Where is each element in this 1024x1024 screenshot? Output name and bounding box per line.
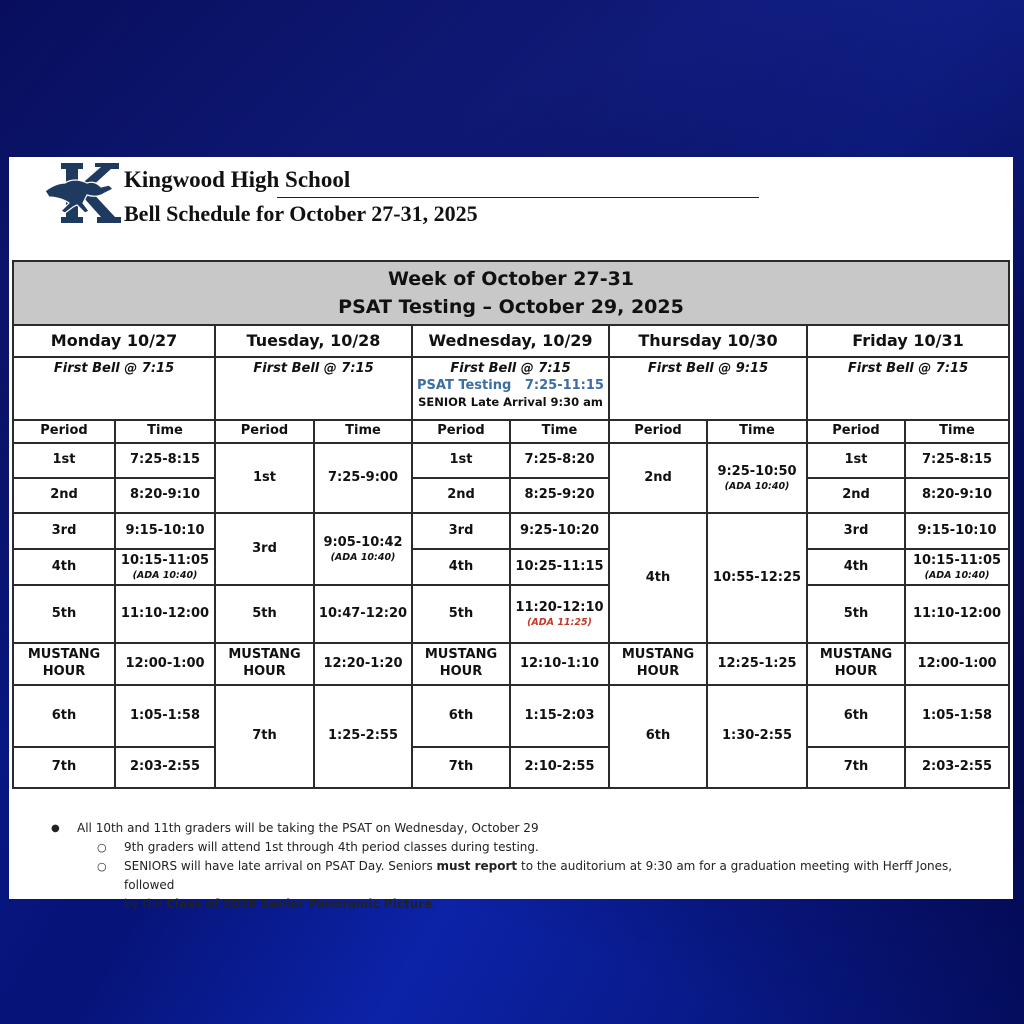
list-item-continued bbox=[49, 895, 999, 914]
first-bell-text: First Bell @ 7:15 bbox=[253, 361, 374, 376]
note-seniors-a: SENIORS will have late arrival on PSAT Day. Seniors bbox=[124, 859, 437, 873]
thursday-period: 6th bbox=[609, 685, 707, 788]
hour-label: HOUR bbox=[243, 664, 286, 679]
note-freshmen: 9th graders will attend 1st through 4th period classes during testing. bbox=[124, 840, 539, 854]
first-bell-text: First Bell @ 7:15 bbox=[450, 361, 571, 376]
monday-time: 2:03-2:55 bbox=[115, 747, 215, 788]
day-header-tuesday: Tuesday, 10/28 bbox=[215, 325, 412, 357]
note-main: All 10th and 11th graders will be taking the PSAT on Wednesday, October 29 bbox=[77, 821, 539, 835]
ada-note: (ADA 10:40) bbox=[724, 480, 790, 492]
hour-label: HOUR bbox=[834, 664, 878, 679]
first-bell-friday bbox=[807, 357, 1009, 420]
time-header: Time bbox=[314, 420, 412, 443]
monday-period: 7th bbox=[13, 747, 115, 788]
wednesday-time: 2:10-2:55 bbox=[510, 747, 609, 788]
friday-period: 7th bbox=[807, 747, 905, 788]
hour-label: HOUR bbox=[439, 664, 483, 679]
first-bell-thursday bbox=[609, 357, 807, 420]
tuesday-time: 10:47-12:20 bbox=[314, 585, 412, 643]
table-row bbox=[13, 443, 1009, 478]
tuesday-time bbox=[314, 513, 412, 585]
mustang-hour-row bbox=[13, 643, 1009, 685]
friday-time: 9:15-10:10 bbox=[905, 513, 1009, 549]
friday-period: 1st bbox=[807, 443, 905, 478]
banner-week: Week of October 27-31 bbox=[388, 268, 635, 290]
friday-period: 6th bbox=[807, 685, 905, 747]
table-row bbox=[13, 585, 1009, 643]
tuesday-period: 7th bbox=[215, 685, 314, 788]
note-panoramic: Class of 2026 Senior Panoramic Picture bbox=[166, 897, 433, 911]
friday-period: 5th bbox=[807, 585, 905, 643]
wednesday-period: 2nd bbox=[412, 478, 510, 513]
note-seniors-c: to the auditorium at 9:30 am for a graduation meeting with Herff Jones, followed bbox=[124, 859, 953, 892]
monday-time: 12:00-1:00 bbox=[115, 643, 215, 685]
wednesday-period: 3rd bbox=[412, 513, 510, 549]
banner-row bbox=[13, 261, 1009, 325]
monday-time: 8:20-9:10 bbox=[115, 478, 215, 513]
wednesday-period: 1st bbox=[412, 443, 510, 478]
monday-period: 1st bbox=[13, 443, 115, 478]
thursday-period bbox=[609, 643, 707, 685]
tuesday-period: 3rd bbox=[215, 513, 314, 585]
monday-time: 11:10-12:00 bbox=[115, 585, 215, 643]
friday-time bbox=[905, 549, 1009, 585]
week-banner bbox=[13, 261, 1009, 325]
tuesday-period: 1st bbox=[215, 443, 314, 513]
table-row bbox=[13, 478, 1009, 513]
tuesday-period: 5th bbox=[215, 585, 314, 643]
thursday-time: 1:30-2:55 bbox=[707, 685, 807, 788]
schedule-document bbox=[9, 157, 1013, 911]
mustang-label: MUSTANG bbox=[27, 647, 101, 663]
friday-time: 2:03-2:55 bbox=[905, 747, 1009, 788]
mustang-label: MUSTANG bbox=[819, 647, 893, 663]
wednesday-time: 1:15-2:03 bbox=[510, 685, 609, 747]
friday-time: 7:25-8:15 bbox=[905, 443, 1009, 478]
friday-time: 1:05-1:58 bbox=[905, 685, 1009, 747]
bell-schedule-table bbox=[12, 260, 1010, 789]
friday-period: 3rd bbox=[807, 513, 905, 549]
mustang-label: MUSTANG bbox=[424, 647, 498, 663]
monday-time: 9:15-10:10 bbox=[115, 513, 215, 549]
monday-time bbox=[115, 549, 215, 585]
wednesday-time: 10:25-11:15 bbox=[510, 549, 609, 585]
tuesday-period bbox=[215, 643, 314, 685]
table-row bbox=[13, 549, 1009, 585]
time-value: 10:15-11:05 bbox=[912, 552, 1002, 568]
friday-period bbox=[807, 643, 905, 685]
period-header: Period bbox=[609, 420, 707, 443]
list-item bbox=[49, 838, 999, 857]
first-bell-text: First Bell @ 7:15 bbox=[847, 361, 969, 376]
period-header: Period bbox=[215, 420, 314, 443]
ada-note: (ADA 10:40) bbox=[330, 551, 396, 563]
friday-time: 11:10-12:00 bbox=[905, 585, 1009, 643]
first-bell-tuesday bbox=[215, 357, 412, 420]
wednesday-time: 12:10-1:10 bbox=[510, 643, 609, 685]
notes-list bbox=[49, 819, 999, 914]
psat-testing-note bbox=[413, 378, 608, 395]
wednesday-period bbox=[412, 643, 510, 685]
time-header: Time bbox=[115, 420, 215, 443]
friday-period: 4th bbox=[807, 549, 905, 585]
psat-label: PSAT Testing bbox=[417, 377, 512, 393]
monday-period: 6th bbox=[13, 685, 115, 747]
table-row bbox=[13, 685, 1009, 747]
table-row bbox=[13, 513, 1009, 549]
friday-time: 12:00-1:00 bbox=[905, 643, 1009, 685]
wednesday-period: 5th bbox=[412, 585, 510, 643]
banner-psat: PSAT Testing – October 29, 2025 bbox=[338, 296, 684, 318]
hour-label: HOUR bbox=[636, 664, 680, 679]
list-item bbox=[49, 857, 999, 895]
period-header: Period bbox=[807, 420, 905, 443]
header-rule bbox=[277, 197, 759, 198]
schedule-title: Bell Schedule for October 27-31, 2025 bbox=[124, 201, 478, 226]
ada-note: (ADA 11:25) bbox=[527, 616, 592, 628]
tuesday-time: 12:20-1:20 bbox=[314, 643, 412, 685]
wednesday-time: 8:25-9:20 bbox=[510, 478, 609, 513]
thursday-period: 2nd bbox=[609, 443, 707, 513]
time-value: 9:25-10:50 bbox=[717, 463, 797, 479]
psat-time: 7:25-11:15 bbox=[524, 377, 604, 393]
time-header: Time bbox=[707, 420, 807, 443]
monday-period: 5th bbox=[13, 585, 115, 643]
note-seniors-bold: must report bbox=[436, 859, 518, 873]
ada-note: (ADA 10:40) bbox=[924, 569, 990, 581]
thursday-period: 4th bbox=[609, 513, 707, 643]
first-bell-wednesday bbox=[412, 357, 609, 420]
period-header: Period bbox=[13, 420, 115, 443]
school-name: Kingwood High School bbox=[124, 167, 351, 192]
tuesday-time: 7:25-9:00 bbox=[314, 443, 412, 513]
tuesday-time: 1:25-2:55 bbox=[314, 685, 412, 788]
ada-note: (ADA 10:40) bbox=[132, 569, 198, 581]
time-value: 11:20-12:10 bbox=[515, 599, 604, 615]
day-header-thursday: Thursday 10/30 bbox=[609, 325, 807, 357]
monday-time: 1:05-1:58 bbox=[115, 685, 215, 747]
thursday-time: 10:55-12:25 bbox=[707, 513, 807, 643]
period-header: Period bbox=[412, 420, 510, 443]
first-bell-monday bbox=[13, 357, 215, 420]
monday-time: 7:25-8:15 bbox=[115, 443, 215, 478]
wednesday-period: 7th bbox=[412, 747, 510, 788]
time-header: Time bbox=[905, 420, 1009, 443]
day-header-row bbox=[13, 325, 1009, 357]
thursday-time: 12:25-1:25 bbox=[707, 643, 807, 685]
monday-period: 4th bbox=[13, 549, 115, 585]
note-seniors-d: by the bbox=[124, 897, 167, 911]
wednesday-time: 7:25-8:20 bbox=[510, 443, 609, 478]
day-header-monday: Monday 10/27 bbox=[13, 325, 215, 357]
mustang-label: MUSTANG bbox=[621, 647, 695, 663]
time-value: 9:05-10:42 bbox=[323, 534, 403, 550]
time-header: Time bbox=[510, 420, 609, 443]
monday-period bbox=[13, 643, 115, 685]
first-bell-row bbox=[13, 357, 1009, 420]
monday-period: 2nd bbox=[13, 478, 115, 513]
friday-time: 8:20-9:10 bbox=[905, 478, 1009, 513]
table-row bbox=[13, 747, 1009, 788]
list-item bbox=[49, 819, 999, 838]
senior-late-arrival: SENIOR Late Arrival 9:30 am bbox=[418, 394, 603, 409]
monday-period: 3rd bbox=[13, 513, 115, 549]
mustang-k-logo-icon bbox=[43, 161, 129, 225]
note-period: . bbox=[432, 897, 436, 911]
hour-label: HOUR bbox=[42, 664, 86, 679]
time-value: 10:15-11:05 bbox=[120, 552, 210, 568]
first-bell-text: First Bell @ 7:15 bbox=[53, 361, 175, 376]
day-header-friday: Friday 10/31 bbox=[807, 325, 1009, 357]
column-header-row bbox=[13, 420, 1009, 443]
first-bell-text: First Bell @ 9:15 bbox=[647, 361, 769, 376]
wednesday-time bbox=[510, 585, 609, 643]
wednesday-period: 6th bbox=[412, 685, 510, 747]
day-header-wednesday: Wednesday, 10/29 bbox=[412, 325, 609, 357]
friday-period: 2nd bbox=[807, 478, 905, 513]
wednesday-period: 4th bbox=[412, 549, 510, 585]
thursday-time bbox=[707, 443, 807, 513]
wednesday-time: 9:25-10:20 bbox=[510, 513, 609, 549]
mustang-label: MUSTANG bbox=[228, 647, 301, 663]
